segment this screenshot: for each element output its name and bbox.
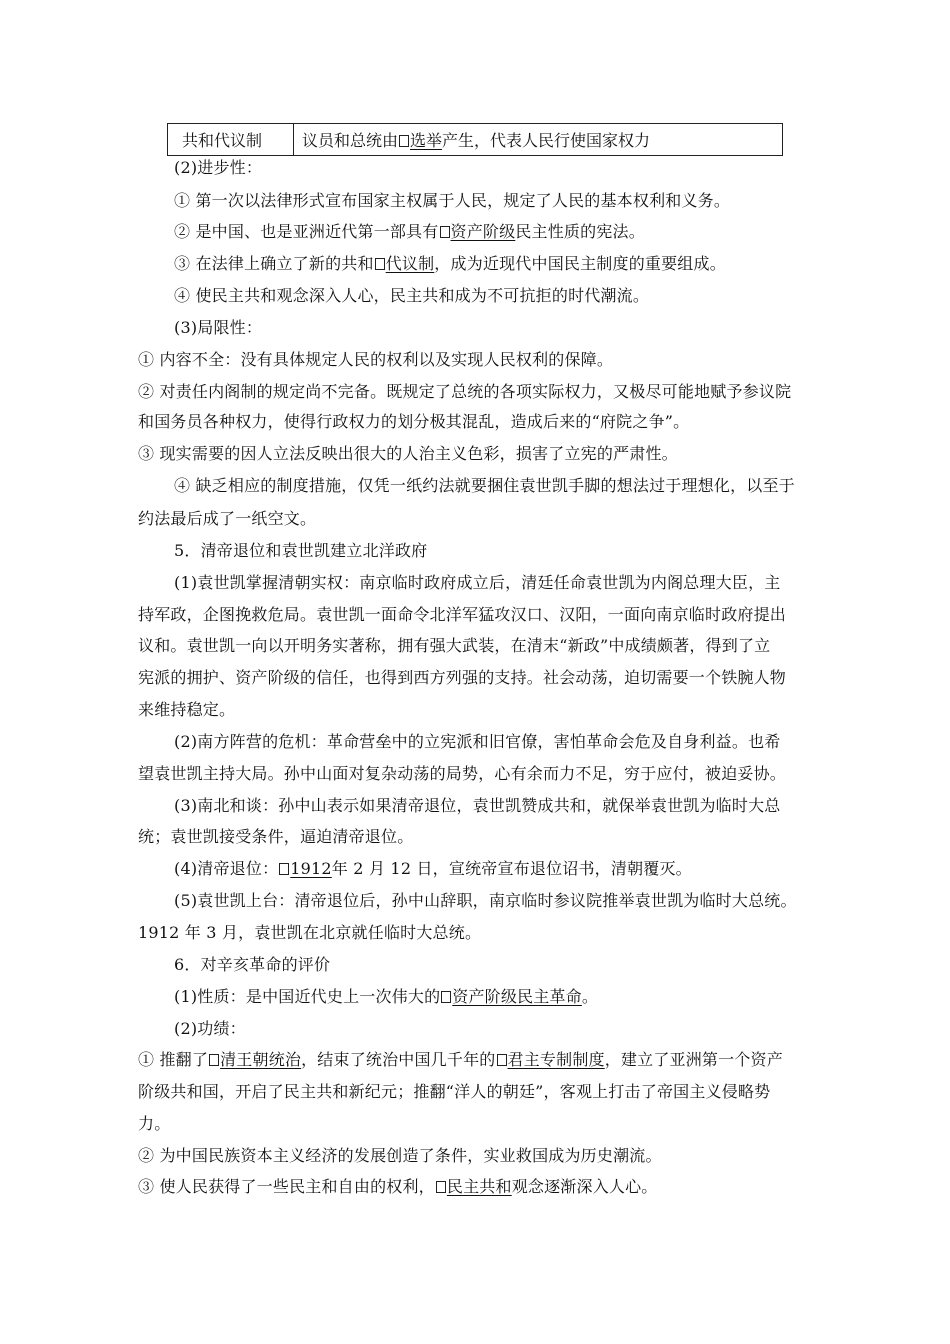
limits-point-4-line-2: 约法最后成了一纸空文。 [138,509,317,528]
table-row [168,124,783,156]
table-cell-description [294,124,783,156]
progress-heading: (2)进步性： [174,158,263,177]
progress-point-1: ① 第一次以法律形式宣布国家主权属于人民，规定了人民的基本权利和义务。 [174,191,731,210]
progress-point-3 [174,254,726,274]
text-segment: ① 推翻了 [138,1050,209,1069]
definition-table [167,123,783,156]
text-segment: ，成为近现代中国民主制度的重要组成。 [434,254,726,273]
limits-heading: (3)局限性： [174,318,263,337]
progress-point-4: ④ 使民主共和观念深入人心，民主共和成为不可抗拒的时代潮流。 [174,286,650,305]
s6-merit-2: ② 为中国民族资本主义经济的发展创造了条件，实业救国成为历史潮流。 [138,1146,662,1165]
text-segment: ③ 在法律上确立了新的共和 [174,254,374,273]
text-segment: ，结束了统治中国几千年的 [301,1050,496,1069]
cell-desc-pre: 议员和总统由 [302,131,399,150]
text-segment: (1)性质：是中国近代史上一次伟大的 [174,987,441,1006]
s6-merit-3 [138,1177,658,1197]
text-segment: ，建立了亚洲第一个资产 [604,1050,783,1069]
text-segment: 观念逐渐深入人心。 [511,1177,658,1196]
blank-box-icon [375,258,385,270]
s6-merit-heading: (2)功绩： [174,1019,246,1038]
text-segment: ③ 使人民获得了一些民主和自由的权利， [138,1177,435,1196]
blank-box-icon [440,226,450,238]
table-cell-term: 共和代议制 [168,124,294,156]
fill-answer: 1912 [290,859,332,878]
s6-nature [174,987,598,1007]
cell-desc-post: 产生，代表人民行使国家权力 [442,131,651,150]
s5-para-1-line-1: (1)袁世凯掌握清朝实权：南京临时政府成立后，清廷任命袁世凯为内阁总理大臣，主 [174,573,781,592]
fill-answer: 民主共和 [446,1177,512,1196]
blank-box-icon [497,1054,507,1066]
limits-point-3: ③ 现实需要的因人立法反映出很大的人治主义色彩，损害了立宪的严肃性。 [138,444,678,463]
fill-answer: 君主专制制度 [507,1050,605,1069]
s6-merit-1-line-1 [138,1050,783,1070]
limits-point-2-line-2: 和国务员各种权力，使得行政权力的划分极其混乱，造成后来的“府院之争”。 [138,412,690,431]
s5-para-1-line-2: 持军政，企图挽救危局。袁世凯一面命令北洋军猛攻汉口、汉阳，一面向南京临时政府提出 [138,605,787,624]
s6-merit-1-line-2: 阶级共和国，开启了民主共和新纪元；推翻“洋人的朝廷”，客观上打击了帝国主义侵略势 [138,1082,771,1101]
text-segment: 民主性质的宪法。 [515,222,645,241]
text-segment: 。 [581,987,599,1006]
section-5-title: 5．清帝退位和袁世凯建立北洋政府 [174,541,428,560]
s5-para-5-line-2: 1912 年 3 月，袁世凯在北京就任临时大总统。 [138,923,482,942]
s5-para-1-line-5: 来维持稳定。 [138,700,236,719]
progress-point-2 [174,222,645,242]
fill-answer: 选举 [410,131,443,150]
limits-point-1: ① 内容不全：没有具体规定人民的权利以及实现人民权利的保障。 [138,350,614,369]
s5-para-5-line-1: (5)袁世凯上台：清帝退位后，孙中山辞职，南京临时参议院推举袁世凯为临时大总统。 [174,891,797,910]
s5-para-1-line-3: 议和。袁世凯一向以开明务实著称，拥有强大武装，在清末“新政”中成绩颇著，得到了立 [138,636,771,655]
s5-para-4 [174,859,692,879]
text-segment: (4)清帝退位： [174,859,279,878]
blank-box-icon [441,991,451,1003]
limits-point-2-line-1: ② 对责任内阁制的规定尚不完备。既规定了总统的各项实际权力，又极尽可能地赋予参议院 [138,382,792,401]
s5-para-3-line-2: 统；袁世凯接受条件，逼迫清帝退位。 [138,827,414,846]
s6-merit-1-line-3: 力。 [138,1114,171,1133]
fill-answer: 资产阶级 [450,222,516,241]
s5-para-1-line-4: 宪派的拥护、资产阶级的信任，也得到西方列强的支持。社会动荡，迫切需要一个铁腕人物 [138,668,787,687]
fill-answer: 清王朝统治 [220,1050,302,1069]
s5-para-2-line-1: (2)南方阵营的危机：革命营垒中的立宪派和旧官僚，害怕革命会危及自身利益。也希 [174,732,781,751]
limits-point-4-line-1: ④ 缺乏相应的制度措施，仅凭一纸约法就要捆住袁世凯手脚的想法过于理想化，以至于 [174,476,795,495]
blank-box-icon [279,863,289,875]
text-segment: ② 是中国、也是亚洲近代第一部具有 [174,222,439,241]
blank-box-icon [436,1181,446,1193]
blank-box-icon [399,135,409,147]
blank-box-icon [209,1054,219,1066]
fill-answer: 资产阶级民主革命 [452,987,582,1006]
s5-para-2-line-2: 望袁世凯主持大局。孙中山面对复杂动荡的局势，心有余而力不足，穷于应付，被迫妥协。 [138,764,787,783]
text-segment: 年 2 月 12 日，宣统帝宣布退位诏书，清朝覆灭。 [331,859,692,878]
s5-para-3-line-1: (3)南北和谈：孙中山表示如果清帝退位，袁世凯赞成共和，就保举袁世凯为临时大总 [174,796,781,815]
section-6-title: 6．对辛亥革命的评价 [174,955,331,974]
fill-answer: 代议制 [385,254,435,273]
